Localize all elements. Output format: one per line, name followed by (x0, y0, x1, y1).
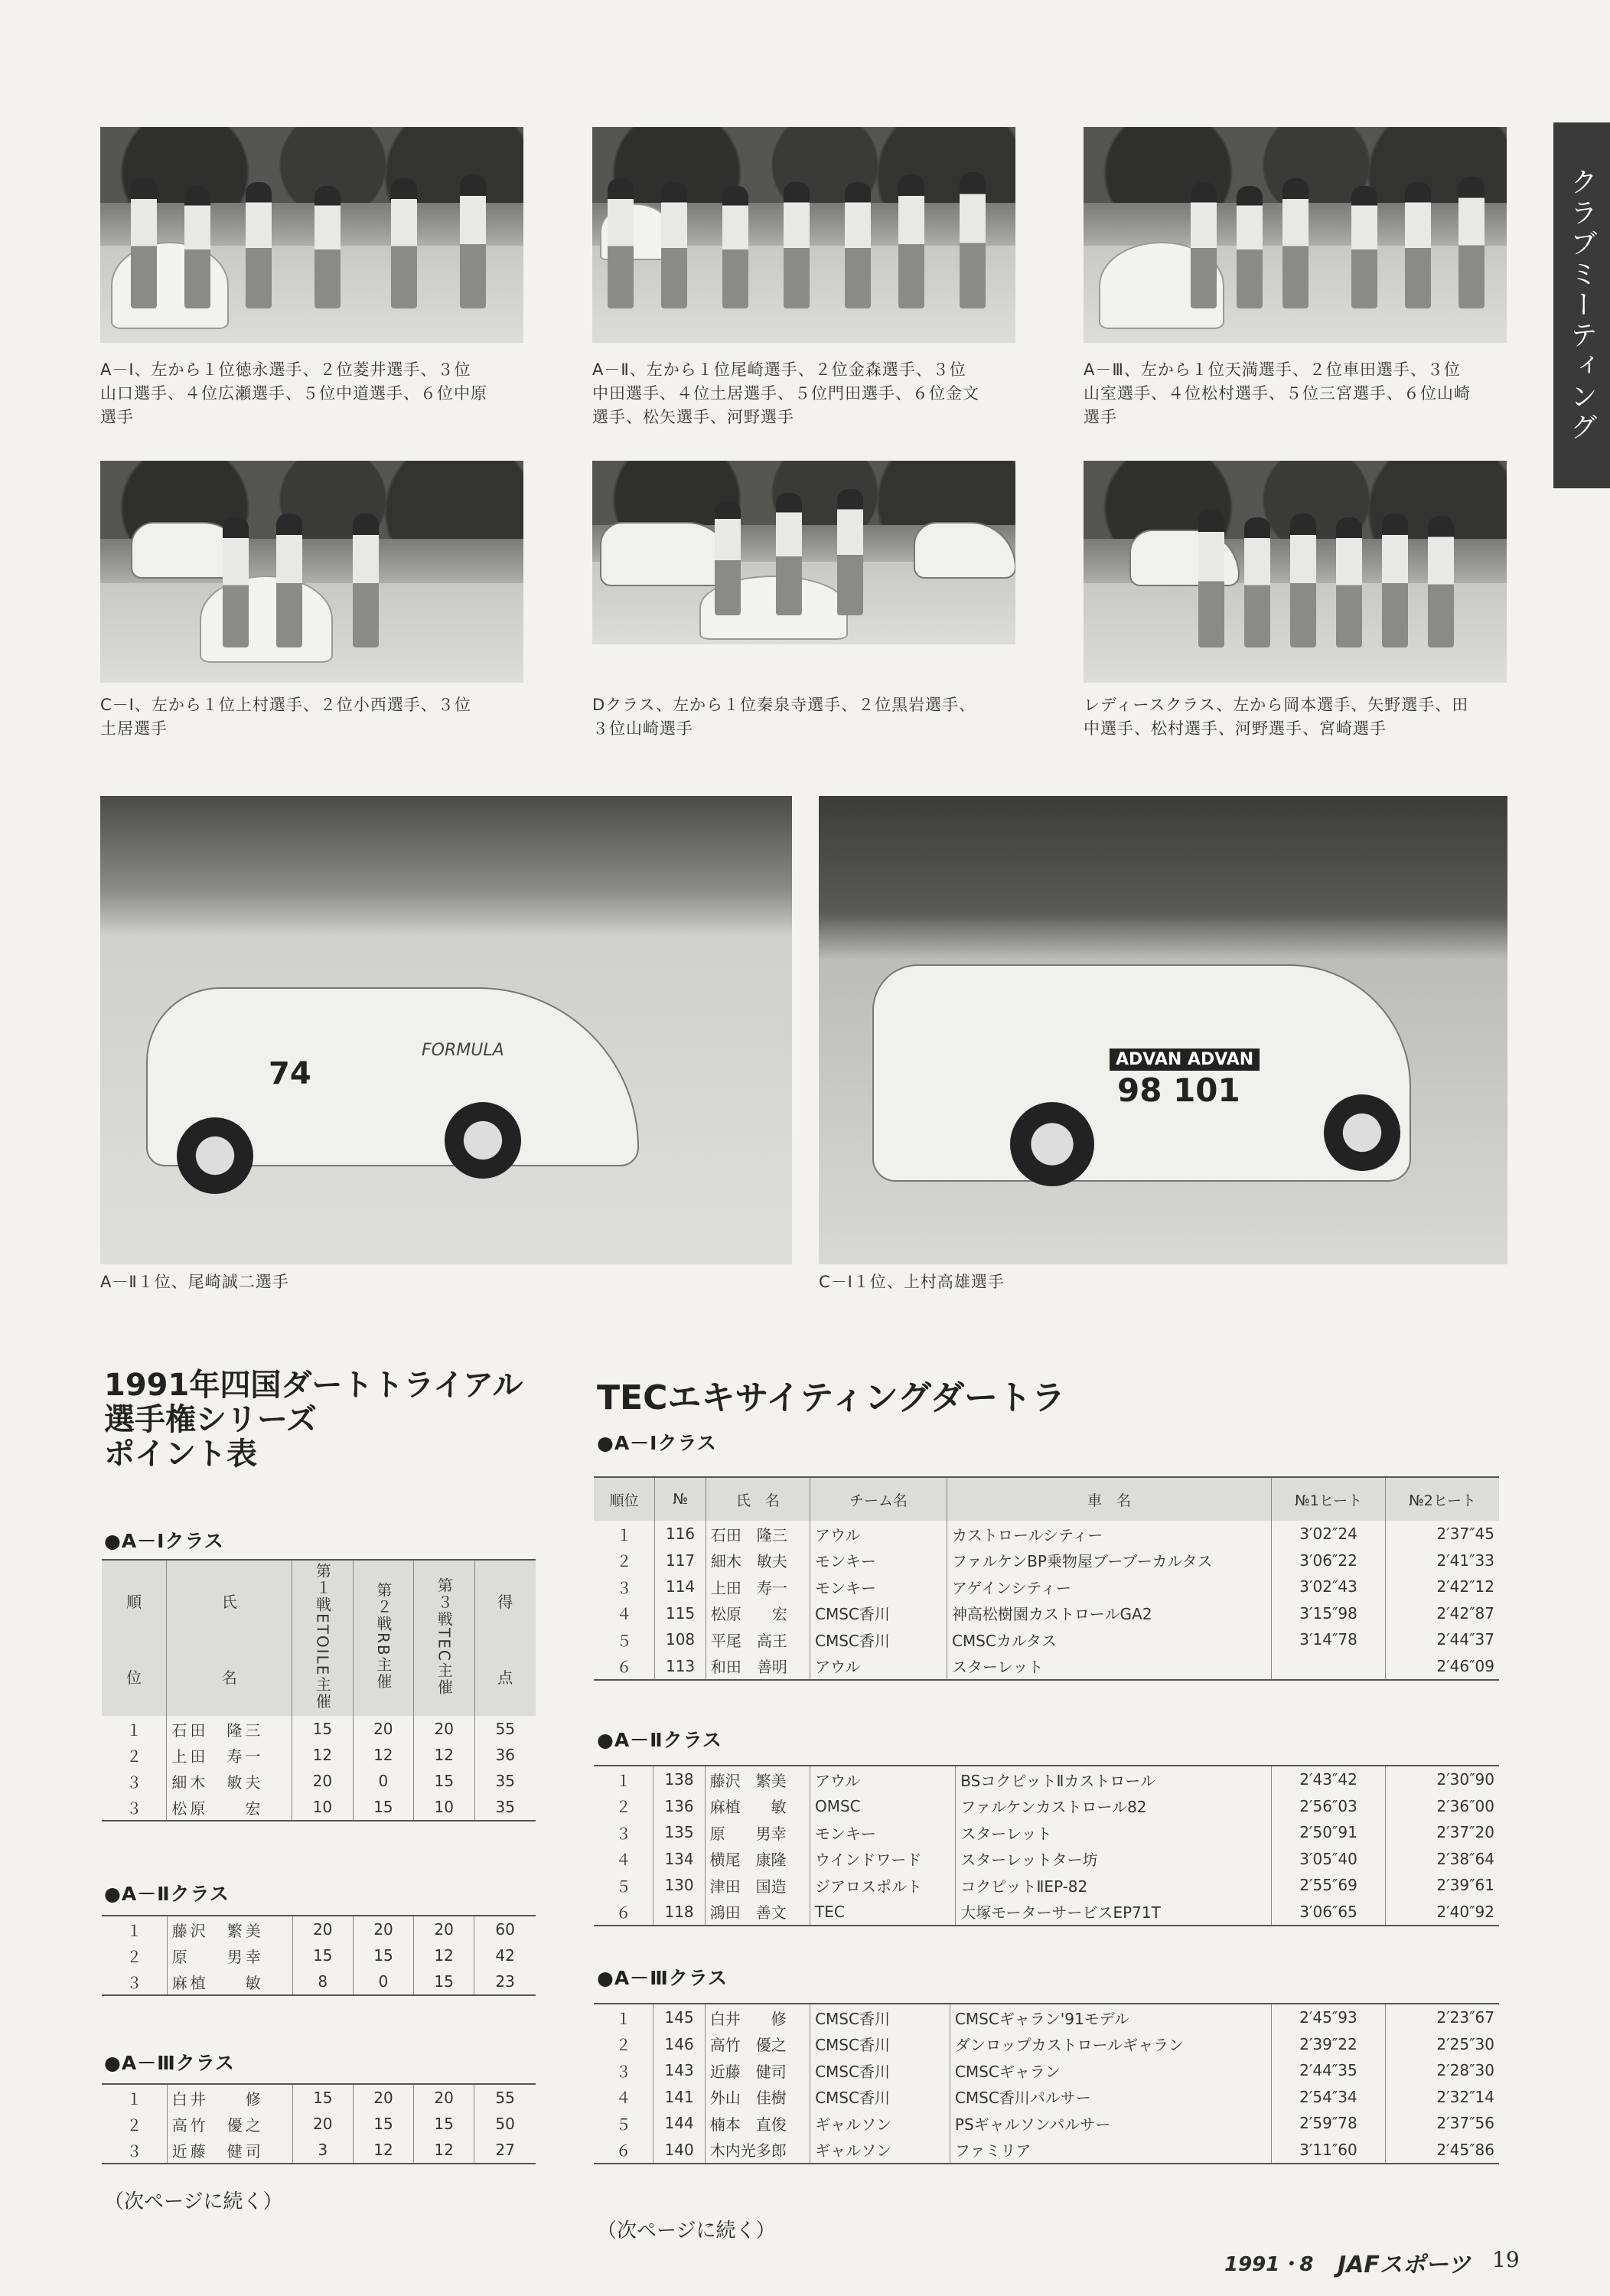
right-header-rank: 順位 (609, 1492, 639, 1509)
right-header-heat2: №2ヒート (1386, 1477, 1499, 1521)
left-header-round3: 第３戦TEC主催 (435, 1577, 454, 1696)
left-header-round1: 第１戦ETOILE主催 (313, 1562, 332, 1711)
caption-photo-c1-winner: C－Ⅰ１位、上村高雄選手 (819, 1273, 1005, 1291)
table-row: １ 藤沢 繁美 20 20 20 60 (102, 1916, 536, 1942)
table-row: １ 138 藤沢 繁美 アウル BSコクピットⅡカストロール 2′43″42 2′30″90 (594, 1766, 1499, 1793)
right-header-name: 氏 名 (706, 1477, 810, 1521)
photo-c1-winner-car (819, 796, 1507, 1264)
photo-d-podium (592, 461, 1015, 644)
caption-photo-a2-winner: A－Ⅱ１位、尾崎誠二選手 (100, 1273, 289, 1291)
right-continued-note: （次ページに続く） (597, 2219, 776, 2242)
car-sponsor-text: ADVAN ADVAN (1110, 1049, 1260, 1071)
left-table-a3 (102, 2083, 536, 2164)
photo-a3-podium (1084, 127, 1507, 343)
car-number-98-101: 98 101 (1117, 1071, 1240, 1109)
left-table-a1 (102, 1559, 536, 1821)
caption-photo-a1: A－Ⅰ、左から１位徳永選手、２位菱井選手、３位 山口選手、４位広瀬選手、５位中道選手、６位中原 選手 (100, 360, 487, 426)
right-class-a3-head: ●A－Ⅲクラス (597, 1967, 728, 1989)
caption-photo-ladies: レディースクラス、左から岡本選手、矢野選手、田 中選手、松村選手、河野選手、宮崎選手 (1084, 696, 1469, 738)
caption-photo-a3: A－Ⅲ、左から１位天満選手、２位車田選手、３位 山室選手、４位松村選手、５位三宮選手、６位山崎 選手 (1084, 360, 1471, 426)
table-row: ５ 144 楠本 直俊 ギャルソン PSギャルソンパルサー 2′59″78 2′37″56 (594, 2110, 1499, 2137)
photo-ladies-podium (1084, 461, 1507, 683)
table-row: ６ 140 木内光多郎 ギャルソン ファミリア 3′11″60 2′45″86 (594, 2137, 1499, 2164)
table-row: ３ 細木 敏夫 20 0 15 35 (102, 1768, 536, 1794)
left-section-title: 1991年四国ダートトライアル 選手権シリーズ ポイント表 (104, 1368, 523, 1472)
right-class-a2-head: ●A－Ⅱクラス (597, 1729, 722, 1751)
car-side-text: FORMULA (422, 1041, 504, 1060)
right-class-a1-head: ●A－Ⅰクラス (597, 1432, 717, 1454)
left-header-points: 得 点 (474, 1560, 536, 1716)
left-class-a3-head: ●A－Ⅲクラス (104, 2052, 236, 2074)
left-header-rank: 順 位 (126, 1592, 142, 1687)
right-section-title: TECエキサイティングダートラ (597, 1378, 1066, 1417)
table-row: ４ 141 外山 佳樹 CMSC香川 CMSC香川パルサー 2′54″34 2′32″14 (594, 2084, 1499, 2111)
right-table-a1 (594, 1476, 1499, 1681)
caption-photo-a2: A－Ⅱ、左から１位尾崎選手、２位金森選手、３位 中田選手、４位土居選手、５位門田選手、６位金文 選手、松矢選手、河野選手 (592, 360, 979, 426)
left-class-a1-head: ●A－Ⅰクラス (104, 1530, 224, 1552)
table-row: １ 145 白井 修 CMSC香川 CMSCギャラン'91モデル 2′45″93 2′23″67 (594, 2004, 1499, 2031)
photo-a2-podium (592, 127, 1015, 343)
page-number: 19 (1492, 2247, 1520, 2272)
table-row: １ 石田 隆三 15 20 20 55 (102, 1716, 536, 1742)
footer-date: 1991・8 (1224, 2253, 1314, 2276)
right-header-number: № (655, 1477, 706, 1521)
left-class-a2-head: ●A－Ⅱクラス (104, 1883, 230, 1905)
caption-photo-c1: C－Ⅰ、左から１位上村選手、２位小西選手、３位 土居選手 (100, 696, 471, 738)
table-row: ５ 130 津田 国造 ジアロスポルト コクピットⅡEP-82 2′55″69 2′39″61 (594, 1872, 1499, 1899)
table-row: ３ 143 近藤 健司 CMSC香川 CMSCギャラン 2′44″35 2′28″30 (594, 2057, 1499, 2084)
table-row: ２ 高竹 優之 20 15 15 50 (102, 2111, 536, 2137)
table-row: ４ 134 横尾 康隆 ウインドワード スターレットター坊 3′05″40 2′38″64 (594, 1846, 1499, 1873)
photo-c1-podium (100, 461, 523, 683)
table-row: ２ 上田 寿一 12 12 12 36 (102, 1742, 536, 1768)
table-row: ３ 114 上田 寿一 モンキー アゲインシティー 3′02″43 2′42″12 (594, 1574, 1499, 1600)
right-table-a3 (594, 2003, 1499, 2164)
table-row: ２ 146 高竹 優之 CMSC香川 ダンロップカストロールギャラン 2′39″22 2′25″30 (594, 2031, 1499, 2058)
photo-a1-podium (100, 127, 523, 343)
car-number-74: 74 (269, 1056, 311, 1091)
left-continued-note: （次ページに続く） (104, 2190, 283, 2213)
photo-a2-winner-car (100, 796, 792, 1264)
table-row: ２ 原 男幸 15 15 12 42 (102, 1942, 536, 1968)
left-header-name: 氏 名 (167, 1560, 292, 1716)
table-row: １ 116 石田 隆三 アウル カストロールシティー 3′02″24 2′37″45 (594, 1521, 1499, 1548)
section-tab: クラブミーティング (1553, 122, 1610, 488)
table-row: ３ 近藤 健司 3 12 12 27 (102, 2137, 536, 2164)
footer-magazine-logo: JAFスポーツ (1338, 2252, 1471, 2278)
table-row: １ 白井 修 15 20 20 55 (102, 2084, 536, 2111)
table-row: ３ 135 原 男幸 モンキー スターレット 2′50″91 2′37″20 (594, 1819, 1499, 1846)
right-table-a2 (594, 1765, 1499, 1926)
right-header-heat1: №1ヒート (1272, 1477, 1386, 1521)
table-row: ２ 117 細木 敏夫 モンキー ファルケンBP乗物屋ブーブーカルタス 3′06″22 2′41″33 (594, 1548, 1499, 1574)
left-table-a2 (102, 1915, 536, 1996)
table-row: ５ 108 平尾 高王 CMSC香川 CMSCカルタス 3′14″78 2′44″37 (594, 1626, 1499, 1653)
table-row: ６ 113 和田 善明 アウル スターレット 2′46″09 (594, 1653, 1499, 1681)
left-header-round2: 第２戦RB主催 (373, 1582, 393, 1691)
table-row: ３ 松原 宏 10 15 10 35 (102, 1794, 536, 1821)
right-header-car: 車 名 (947, 1477, 1271, 1521)
table-row: ４ 115 松原 宏 CMSC香川 神高松樹園カストロールGA2 3′15″98 2′42″87 (594, 1600, 1499, 1627)
table-row: ６ 118 鴻田 善文 TEC 大塚モーターサービスEP71T 3′06″65 2′40″92 (594, 1899, 1499, 1926)
table-row: ２ 136 麻植 敏 OMSC ファルケンカストロール82 2′56″03 2′36″00 (594, 1793, 1499, 1820)
caption-photo-d: Dクラス、左から１位秦泉寺選手、２位黒岩選手、 ３位山崎選手 (592, 696, 976, 738)
right-header-team: チーム名 (810, 1477, 947, 1521)
table-row: ３ 麻植 敏 8 0 15 23 (102, 1968, 536, 1995)
